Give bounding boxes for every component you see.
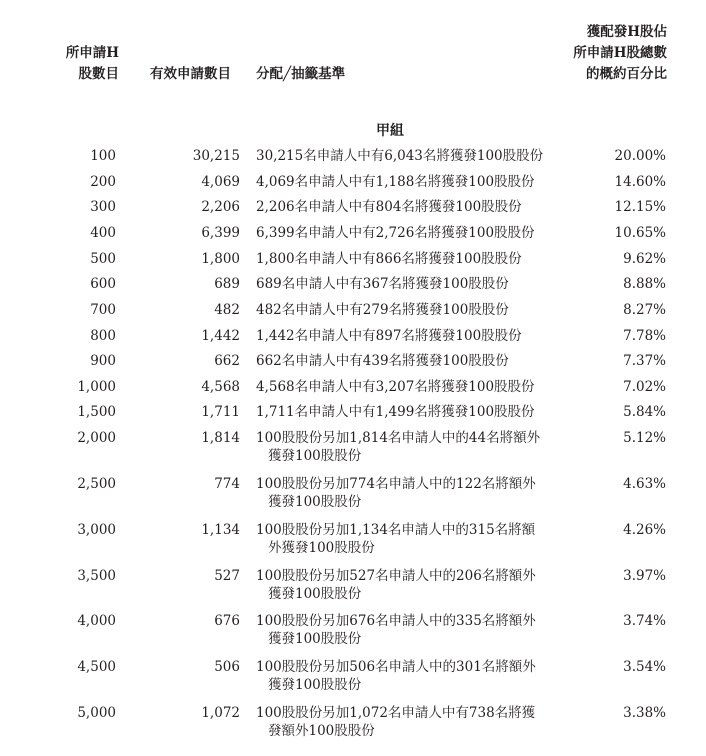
percentage-cell: 10.65% xyxy=(614,225,666,241)
allocation-basis-line: 獲發100股股份 xyxy=(268,677,362,693)
valid-applications-cell: 1,442 xyxy=(201,328,240,344)
allocation-basis-line: 100股股份另加1,072名申請人中有738名將獲 xyxy=(256,705,536,721)
allocation-basis-cell xyxy=(256,147,556,165)
valid-applications-cell: 1,072 xyxy=(201,705,240,721)
valid-applications-cell: 482 xyxy=(214,302,240,318)
percentage-cell: 14.60% xyxy=(614,174,666,190)
valid-applications-cell: 662 xyxy=(214,353,240,369)
allocation-basis-line: 2,206名申請人中有804名將獲發100股股份 xyxy=(256,199,522,215)
allocation-basis-line: 4,568名申請人中有3,207名將獲發100股股份 xyxy=(256,379,535,395)
valid-applications-cell: 2,206 xyxy=(201,199,240,215)
valid-applications-cell: 676 xyxy=(214,613,240,629)
percentage-cell: 3.38% xyxy=(623,705,666,721)
allocation-basis-line: 1,711名申請人中有1,499名將獲發100股股份 xyxy=(256,404,535,420)
percentage-cell: 5.84% xyxy=(623,404,666,420)
shares-applied-cell: 800 xyxy=(90,328,116,344)
percentage-cell: 20.00% xyxy=(614,148,666,164)
valid-applications-cell: 506 xyxy=(214,659,240,675)
percentage-cell: 5.12% xyxy=(623,430,666,446)
percentage-cell: 4.63% xyxy=(623,476,666,492)
allocation-basis-cell xyxy=(256,301,556,319)
allocation-basis-line: 1,800名申請人中有866名將獲發100股股份 xyxy=(256,251,522,267)
allocation-basis-cell xyxy=(256,250,556,268)
percentage-cell: 12.15% xyxy=(614,199,666,215)
shares-applied-cell: 600 xyxy=(90,276,116,292)
valid-applications-cell: 774 xyxy=(214,476,240,492)
percentage-cell: 7.02% xyxy=(623,379,666,395)
valid-applications-cell: 1,711 xyxy=(201,404,240,420)
allocation-basis-line: 獲發100股股份 xyxy=(268,494,362,510)
valid-applications-cell: 1,814 xyxy=(201,430,240,446)
valid-applications-cell: 4,568 xyxy=(201,379,240,395)
allocation-basis-cell xyxy=(256,224,556,242)
percentage-cell: 7.78% xyxy=(623,328,666,344)
percentage-cell: 9.62% xyxy=(623,251,666,267)
allocation-basis-cell xyxy=(256,612,556,648)
allocation-basis-line: 100股股份另加774名申請人中的122名將額外 xyxy=(256,476,536,492)
allocation-basis-line: 獲發100股股份 xyxy=(268,448,362,464)
percentage-cell: 3.97% xyxy=(623,568,666,584)
shares-applied-cell: 1,000 xyxy=(77,379,116,395)
allocation-basis-line: 外獲發100股股份 xyxy=(268,540,375,556)
valid-applications-cell: 689 xyxy=(214,276,240,292)
shares-applied-cell: 500 xyxy=(90,251,116,267)
allocation-basis-cell xyxy=(256,658,556,694)
shares-applied-cell: 1,500 xyxy=(77,404,116,420)
allocation-basis-line: 獲發100股股份 xyxy=(268,631,362,647)
allocation-basis-line: 689名申請人中有367名將獲發100股股份 xyxy=(256,276,509,292)
percentage-cell: 4.26% xyxy=(623,522,666,538)
allocation-basis-cell xyxy=(256,475,556,511)
allocation-basis-line: 100股股份另加676名申請人中的335名將額外 xyxy=(256,613,536,629)
group-title: 甲組 xyxy=(376,123,404,139)
allocation-basis-line: 獲發100股股份 xyxy=(268,586,362,602)
allocation-basis-cell xyxy=(256,352,556,370)
percentage-cell: 8.27% xyxy=(623,302,666,318)
allocation-basis-cell xyxy=(256,403,556,421)
allocation-basis-cell xyxy=(256,567,556,603)
shares-applied-cell: 5,000 xyxy=(77,705,116,721)
valid-applications-cell: 1,134 xyxy=(201,522,240,538)
percentage-cell: 7.37% xyxy=(623,353,666,369)
valid-applications-cell: 30,215 xyxy=(192,148,240,164)
allocation-basis-line: 4,069名申請人中有1,188名將獲發100股股份 xyxy=(256,174,535,190)
header-shares-applied xyxy=(55,43,119,85)
percentage-cell: 3.54% xyxy=(623,659,666,675)
header-shares-applied-line: 股數目 xyxy=(78,66,119,82)
allocation-basis-cell xyxy=(256,378,556,396)
allocation-basis-line: 100股股份另加506名申請人中的301名將額外 xyxy=(256,659,536,675)
shares-applied-cell: 2,000 xyxy=(77,430,116,446)
allocation-basis-line: 100股股份另加1,134名申請人中的315名將額 xyxy=(256,522,536,538)
shares-applied-cell: 2,500 xyxy=(77,476,116,492)
header-approx-percentage xyxy=(555,22,667,85)
allocation-basis-line: 6,399名申請人中有2,726名將獲發100股股份 xyxy=(256,225,535,241)
allocation-basis-line: 30,215名申請人中有6,043名將獲發100股股份 xyxy=(256,148,544,164)
valid-applications-cell: 527 xyxy=(214,568,240,584)
allocation-basis-cell xyxy=(256,521,556,557)
allocation-basis-line: 662名申請人中有439名將獲發100股股份 xyxy=(256,353,509,369)
shares-applied-cell: 300 xyxy=(90,199,116,215)
header-approx-percentage-line: 獲配發H股佔 xyxy=(586,24,667,40)
shares-applied-cell: 200 xyxy=(90,174,116,190)
shares-applied-cell: 3,000 xyxy=(77,522,116,538)
allocation-basis-line: 1,442名申請人中有897名將獲發100股股份 xyxy=(256,328,522,344)
header-valid-applications: 有效申請數目 xyxy=(150,66,231,82)
percentage-cell: 3.74% xyxy=(623,613,666,629)
allocation-basis-line: 100股股份另加1,814名申請人中的44名將額外 xyxy=(256,430,541,446)
header-approx-percentage-line: 的概約百分比 xyxy=(586,66,667,82)
header-allocation-basis: 分配╱抽籤基準 xyxy=(256,66,346,82)
allocation-basis-line: 發額外100股股份 xyxy=(268,723,375,739)
header-approx-percentage-line: 所申請H股總數 xyxy=(573,45,667,61)
allocation-basis-cell xyxy=(256,327,556,345)
valid-applications-cell: 6,399 xyxy=(201,225,240,241)
header-shares-applied-line: 所申請H xyxy=(65,45,119,61)
shares-applied-cell: 100 xyxy=(90,148,116,164)
allocation-basis-cell xyxy=(256,198,556,216)
shares-applied-cell: 3,500 xyxy=(77,568,116,584)
allocation-basis-line: 100股股份另加527名申請人中的206名將額外 xyxy=(256,568,536,584)
valid-applications-cell: 1,800 xyxy=(201,251,240,267)
shares-applied-cell: 4,000 xyxy=(77,613,116,629)
allocation-basis-cell xyxy=(256,275,556,293)
shares-applied-cell: 900 xyxy=(90,353,116,369)
allocation-basis-cell xyxy=(256,429,556,465)
shares-applied-cell: 400 xyxy=(90,225,116,241)
shares-applied-cell: 4,500 xyxy=(77,659,116,675)
allocation-basis-line: 482名申請人中有279名將獲發100股股份 xyxy=(256,302,509,318)
valid-applications-cell: 4,069 xyxy=(201,174,240,190)
allocation-basis-cell xyxy=(256,704,556,740)
percentage-cell: 8.88% xyxy=(623,276,666,292)
shares-applied-cell: 700 xyxy=(90,302,116,318)
allocation-basis-cell xyxy=(256,173,556,191)
